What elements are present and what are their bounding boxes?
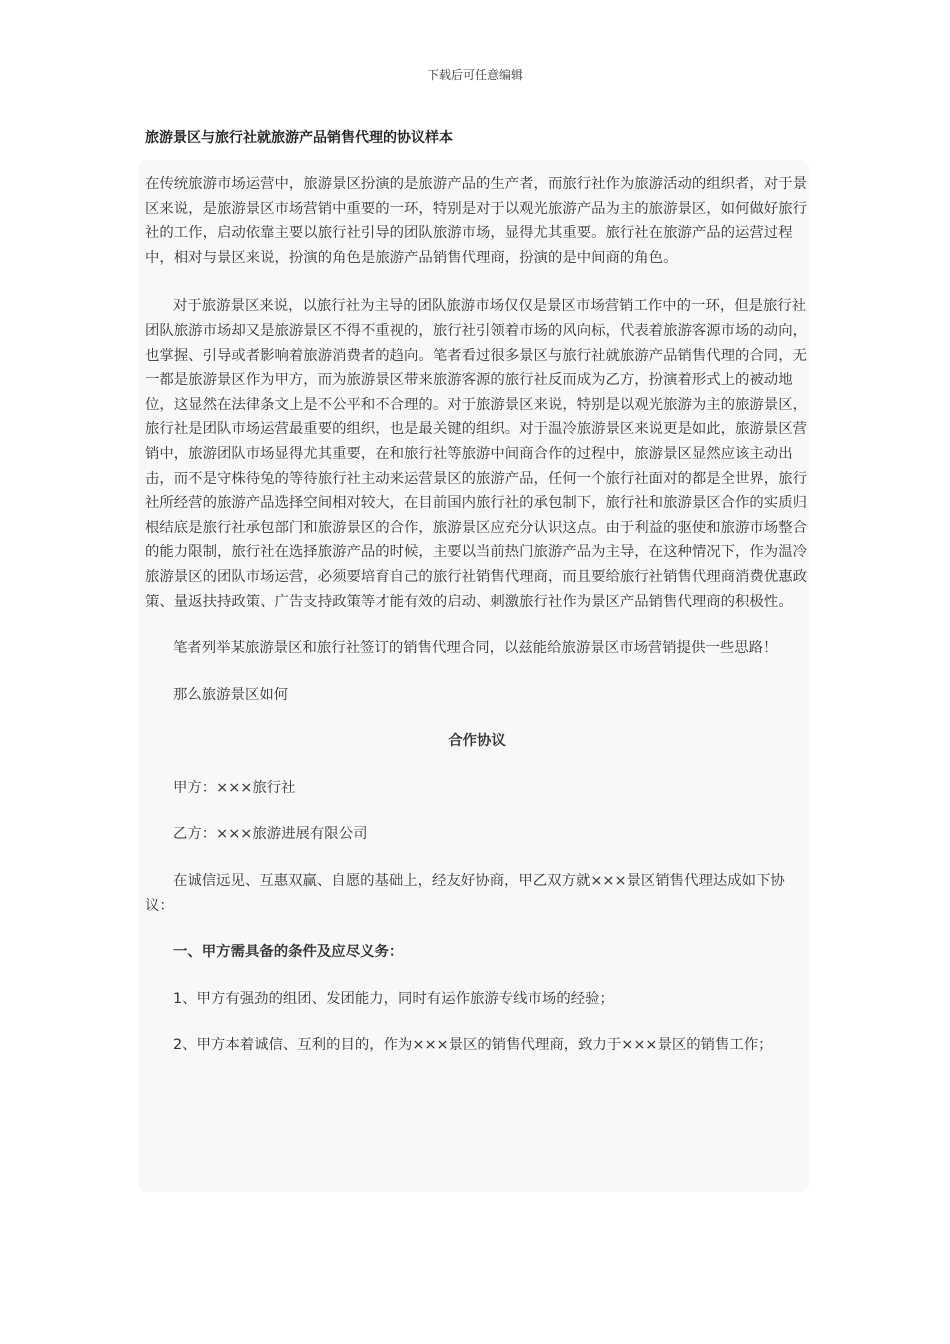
document-title: 旅游景区与旅行社就旅游产品销售代理的协议样本 xyxy=(145,130,453,146)
paragraph-analysis: 对于旅游景区来说，以旅行社为主导的团队旅游市场仅仅是景区市场营销工作中的一环，但是旅行社团队旅游市场却又是旅游景区不得不重视的，旅行社引领着市场的风向标，代表着旅游客源市场的动向，也掌握、引导或者影响着旅游消费者的趋向。笔者看过很多景区与旅行社就旅游产品销售代理的合同，无一都是旅游景区作为甲方，而为旅游景区带来旅游客源的旅行社反而成为乙方，扮演着形式上的被动地位，这显然在法律条文上是不公平和不合理的。对于旅游景区来说，特别是以观光旅游为主的旅游景区，旅行社是团队市场运营最重要的组织，也是最关键的组织。对于温冷旅游景区来说更是如此，旅游景区营销中，旅游团队市场显得尤其重要，在和旅行社等旅游中间商合作的过程中，旅游景区显然应该主动出击，而不是守株待兔的等待旅行社主动来运营景区的旅游产品，任何一个旅行社面对的都是全世界，旅行社所经营的旅游产品选择空间相对较大，在目前国内旅行社的承包制下，旅行社和旅游景区合作的实质归根结底是旅行社承包部门和旅游景区的合作，旅游景区应充分认识这点。由于利益的驱使和旅游市场整合的能力限制，旅行社在选择旅游产品的时候，主要以当前热门旅游产品为主导，在这种情况下，作为温冷旅游景区的团队市场运营，必须要培育自己的旅行社销售代理商，而且要给旅行社销售代理商消费优惠政策、量返扶持政策、广告支持政策等才能有效的启动、刺激旅行社作为景区产品销售代理商的积极性。 xyxy=(145,298,807,610)
section-1-heading: 一、甲方需具备的条件及应尽义务： xyxy=(173,944,404,961)
party-a: 甲方：×××旅行社 xyxy=(173,779,296,796)
agreement-intro: 在诚信远见、互惠双赢、自愿的基础上，经友好协商，甲乙双方就×××景区销售代理达成如下协议： xyxy=(145,873,785,914)
document-body xyxy=(145,172,809,1058)
paragraph-example: 笔者列举某旅游景区和旅行社签订的销售代理合同，以兹能给旅游景区市场营销提供一些思路！ xyxy=(173,640,778,657)
clause-item: 2、甲方本着诚信、互利的目的，作为×××景区的销售代理商，致力于×××景区的销售工作； xyxy=(173,1037,773,1054)
paragraph-intro: 在传统旅游市场运营中，旅游景区扮演的是旅游产品的生产者，而旅行社作为旅游活动的组织者，对于景区来说，是旅游景区市场营销中重要的一环，特别是对于以观光旅游产品为主的旅游景区，如何做好旅行社的工作，启动依靠主要以旅行社引导的团队旅游市场，显得尤其重要。旅行社在旅游产品的运营过程中，相对与景区来说，扮演的角色是旅游产品销售代理商，扮演的是中间商的角色。 xyxy=(145,176,807,266)
page-header-note: 下载后可任意编辑 xyxy=(426,68,523,82)
paragraph-question: 那么旅游景区如何 xyxy=(173,686,289,703)
agreement-title: 合作协议 xyxy=(448,733,506,750)
party-b: 乙方：×××旅游进展有限公司 xyxy=(173,826,368,843)
clause-item: 1、甲方有强劲的组团、发团能力，同时有运作旅游专线市场的经验； xyxy=(173,990,614,1007)
